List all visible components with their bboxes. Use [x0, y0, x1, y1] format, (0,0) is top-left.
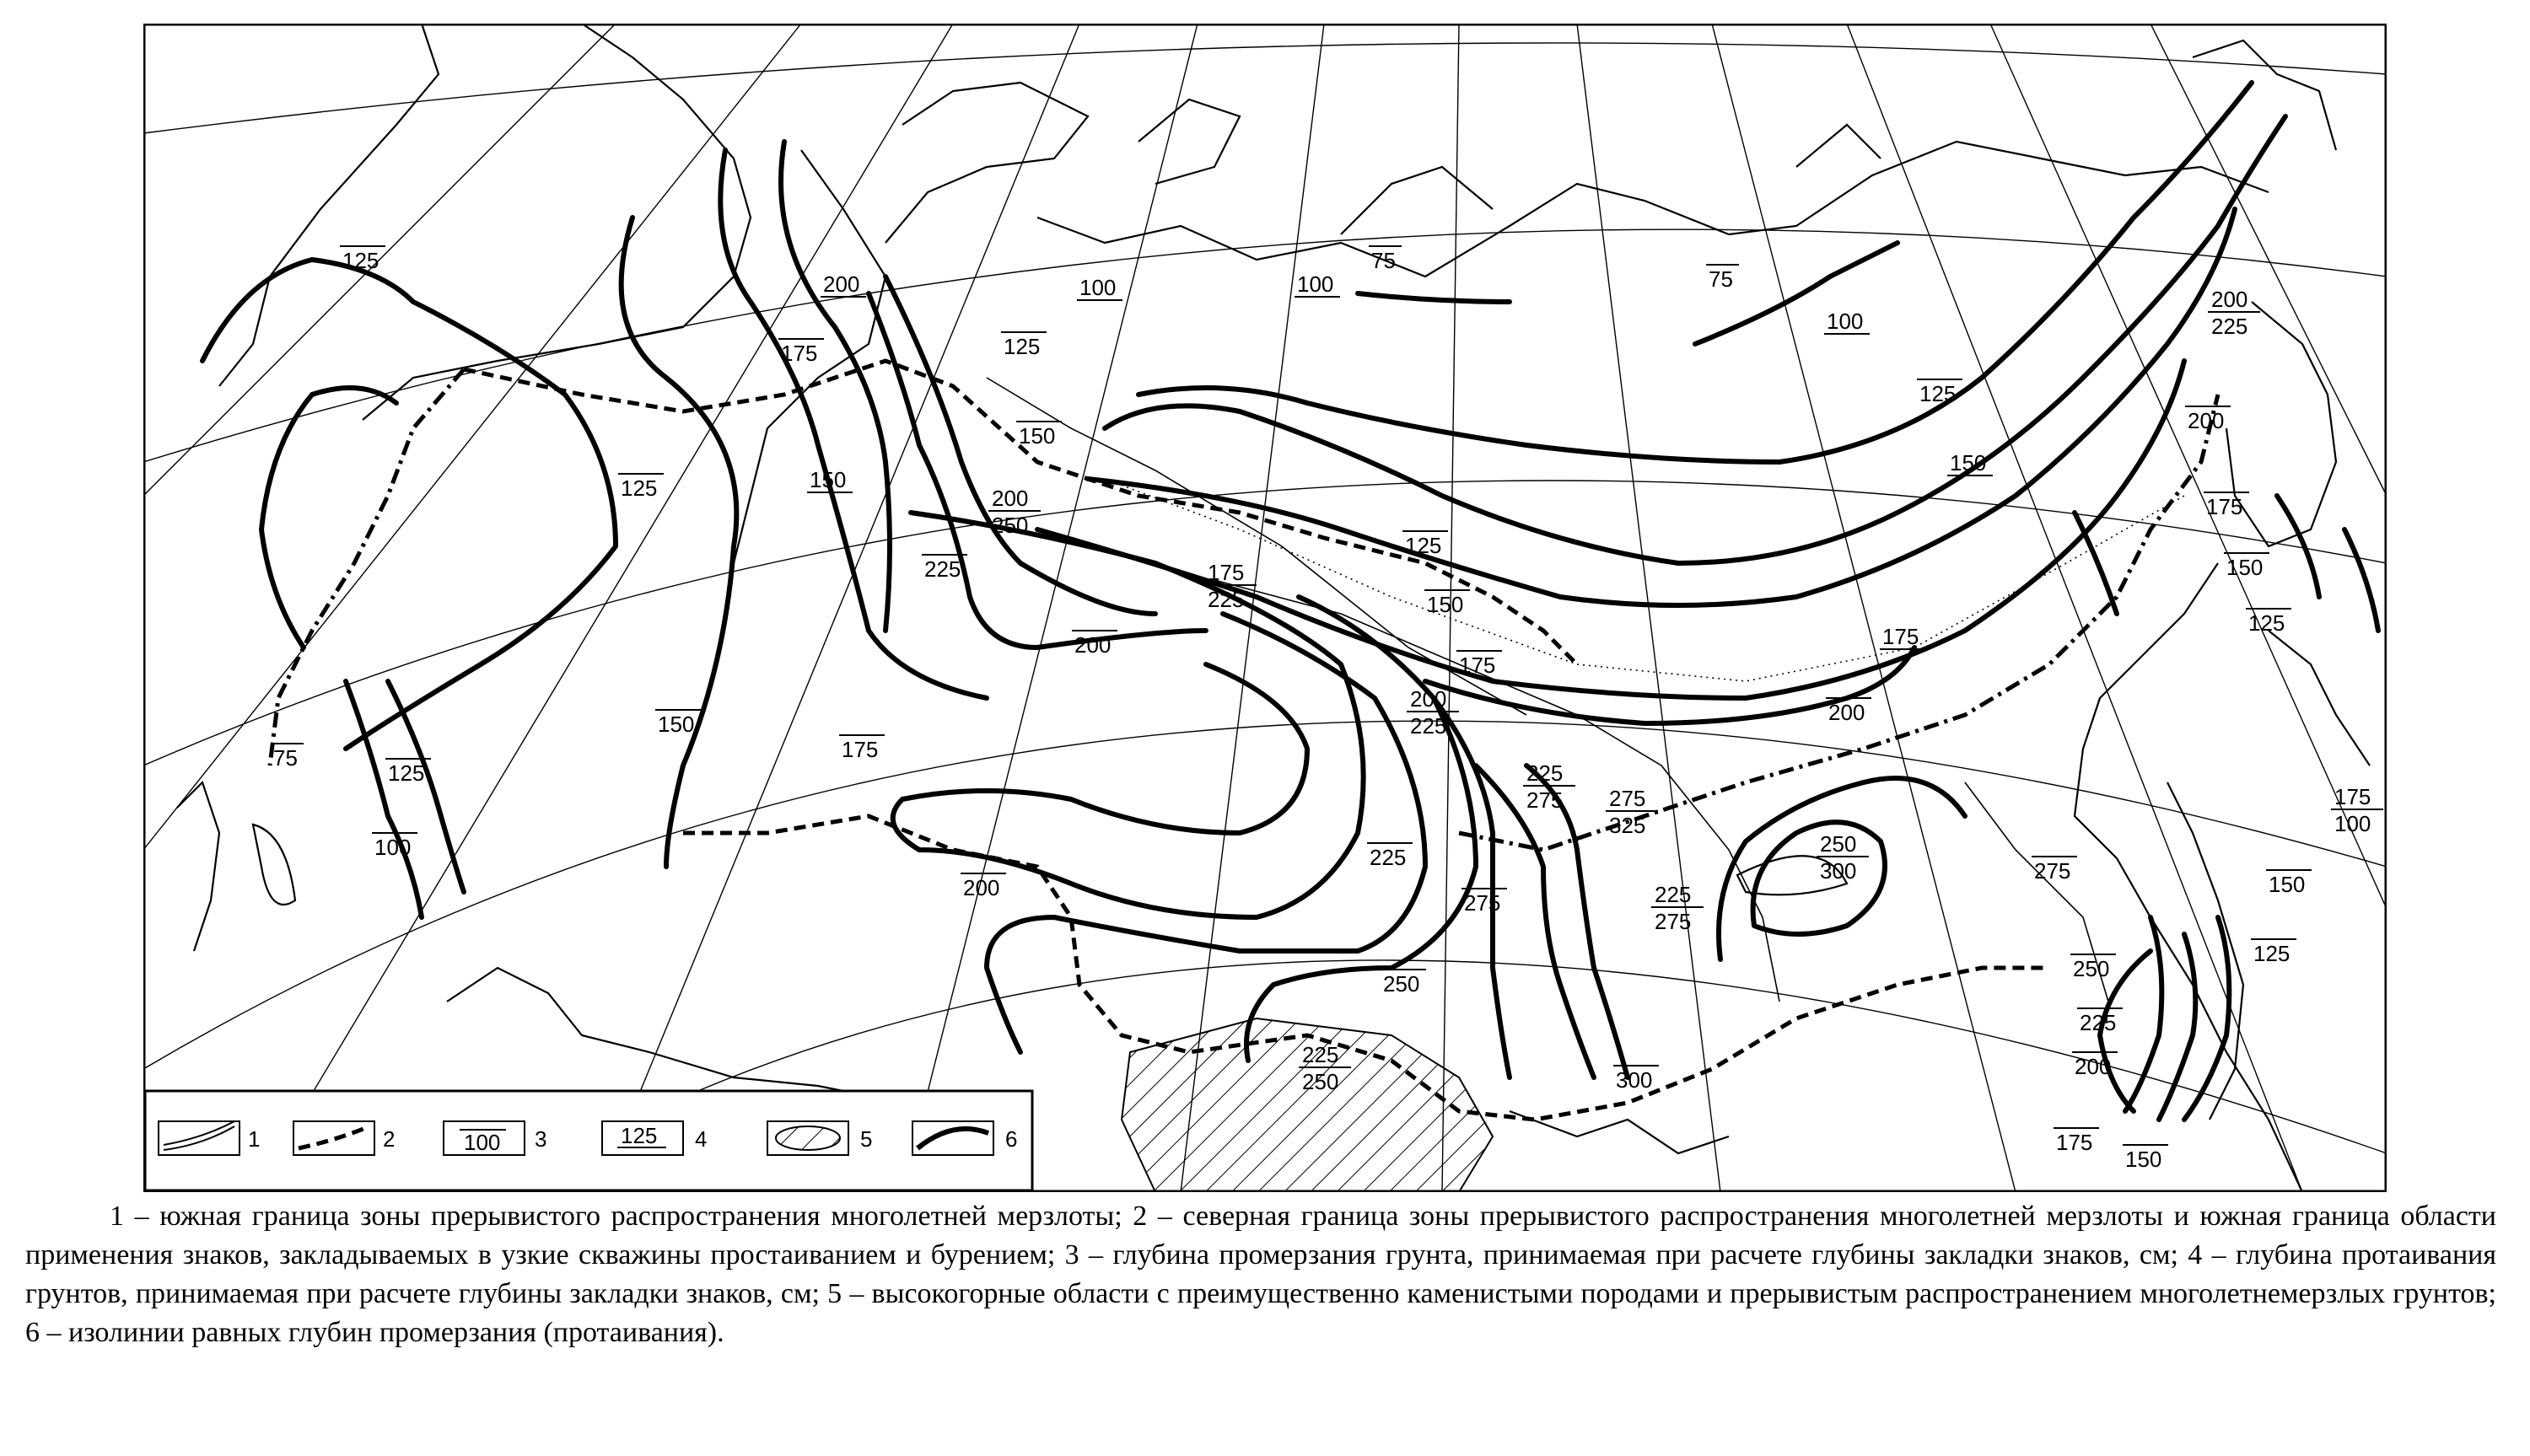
legend	[145, 1091, 1032, 1190]
depth-label-l-175-yakut: 175	[1882, 624, 1919, 649]
depth-label-l-200-yakut: 200	[1828, 700, 1865, 725]
depth-label-l-150-yakut: 150	[1950, 450, 1987, 475]
legend-label-4: 4	[695, 1126, 708, 1152]
depth-label-l-225-275-b-bottom: 275	[1655, 909, 1692, 934]
depth-label-l-125-kamch: 125	[2248, 610, 2285, 636]
depth-label-l-200-kaz: 200	[963, 875, 1000, 900]
depth-label-l-225-kaz: 225	[1370, 845, 1407, 870]
depth-label-l-225-275-a-top: 225	[1526, 760, 1564, 786]
depth-label-l-225-250-pamir-top: 225	[1302, 1042, 1339, 1067]
depth-label-l-200-225-kolyma-top: 200	[2211, 287, 2248, 312]
depth-label-l-300-mong: 300	[1616, 1067, 1653, 1093]
depth-label-l-200-225-kolyma-bottom: 225	[2211, 314, 2248, 339]
depth-label-l-175-csib: 175	[1459, 653, 1496, 678]
depth-label-l-225-ural: 225	[924, 556, 961, 582]
depth-label-l-175-100-okhotsk-bottom: 100	[2334, 811, 2371, 836]
depth-label-l-200-primorye: 200	[2075, 1054, 2112, 1079]
map-border	[144, 24, 2386, 1191]
legend-box	[145, 1091, 1032, 1190]
depth-label-l-200-250-a-bottom: 250	[992, 513, 1029, 538]
depth-label-l-175-a: 175	[781, 341, 818, 366]
depth-label-l-200-chukotka: 200	[2188, 408, 2225, 433]
depth-label-l-125-scand: 125	[342, 248, 380, 273]
depth-label-l-150-a: 150	[810, 467, 847, 492]
legend-label-1: 1	[248, 1126, 261, 1152]
depth-label-l-250-kaz: 250	[1383, 971, 1420, 997]
depth-label-l-75-caucasus: 75	[273, 745, 298, 771]
depth-label-l-200-225-csib-top: 200	[1410, 686, 1447, 712]
depth-label-l-125-sakh: 125	[2253, 941, 2290, 966]
depth-label-l-125-center: 125	[621, 475, 658, 501]
depth-label-l-275-325-bottom: 325	[1609, 813, 1646, 838]
depth-label-l-200-wsib: 200	[1074, 632, 1112, 658]
depth-label-l-100-caucasus: 100	[374, 835, 412, 860]
depth-label-l-225-primorye: 225	[2080, 1010, 2117, 1035]
depth-label-l-225-275-b-top: 225	[1655, 882, 1692, 907]
depth-label-l-150-taymyr: 150	[1427, 592, 1464, 617]
depth-label-l-150-yamal: 150	[1019, 423, 1056, 449]
depth-label-l-175-primorye: 175	[2056, 1130, 2093, 1155]
depth-label-l-275-altai: 275	[1464, 890, 1501, 916]
depth-label-l-125-yamal: 125	[1004, 334, 1041, 359]
depth-label-l-125-caucasus: 125	[388, 760, 425, 786]
depth-label-l-200-225-csib-bottom: 225	[1410, 713, 1447, 739]
depth-label-l-200-250-a-top: 200	[992, 486, 1029, 511]
depth-label-l-225-275-a-bottom: 275	[1526, 787, 1564, 813]
depth-label-l-100-taymyr: 100	[1297, 271, 1334, 297]
depth-label-l-150-primorye: 150	[2125, 1147, 2162, 1172]
legend-sample-4: 125	[621, 1123, 658, 1148]
legend-label-6: 6	[1005, 1126, 1018, 1152]
depth-label-l-250-300-a-top: 250	[1820, 831, 1857, 857]
depth-label-l-225-250-pamir-bottom: 250	[1302, 1069, 1339, 1094]
depth-label-l-175-kamch: 175	[2206, 494, 2243, 519]
depth-label-l-125-yakut: 125	[1919, 381, 1957, 406]
permafrost-map	[143, 24, 2387, 1192]
depth-label-l-100-novaya: 100	[1079, 275, 1117, 300]
legend-label-3: 3	[535, 1126, 547, 1152]
legend-label-2: 2	[383, 1126, 396, 1152]
legend-label-5: 5	[860, 1126, 873, 1152]
depth-label-l-175-225-bottom: 225	[1208, 587, 1245, 612]
depth-label-l-150-kamch: 150	[2226, 555, 2264, 580]
figure-caption: 1 – южная граница зоны прерывистого распространения многолетней мерзлоты; 2 – северная граница зоны прерывистого распространения многолетней мерзлоты и южная граница области применения знаков, закладываемых в узкие скважины простаиванием и бурением; 3 – глубина промерзания грунта, принимаемая при расчете глубины закладки знаков, см; 4 – глубина протаивания грунтов, принимаемая при расчете глубины закладки знаков, см; 5 – высокогорные области с преимущественно каменистыми породами и прерывистым распространением многолетнемерзлых грунтов; 6 – изолинии равных глубин промерзания (протаивания).	[25, 1201, 2496, 1348]
depth-label-l-250-primorye: 250	[2073, 956, 2110, 981]
depth-label-l-175-west: 175	[842, 737, 879, 762]
depth-label-l-75-nsib: 75	[1709, 266, 1733, 292]
depth-label-l-150-sakh: 150	[2269, 872, 2306, 897]
depth-label-l-250-300-a-bottom: 300	[1820, 858, 1857, 884]
depth-label-l-275-amur: 275	[2034, 858, 2071, 884]
depth-label-l-175-225-top: 175	[1208, 560, 1245, 585]
depth-label-l-100-lena: 100	[1827, 309, 1864, 334]
depth-label-l-75-severnaya: 75	[1371, 248, 1396, 273]
depth-label-l-125-taymyr: 125	[1405, 533, 1442, 558]
depth-label-l-150-west: 150	[658, 712, 695, 737]
legend-sample-3: 100	[464, 1130, 501, 1155]
depth-label-l-275-325-top: 275	[1609, 786, 1646, 811]
depth-label-l-175-100-okhotsk-top: 175	[2334, 784, 2371, 809]
depth-label-l-200-ural-top: 200	[823, 271, 860, 297]
